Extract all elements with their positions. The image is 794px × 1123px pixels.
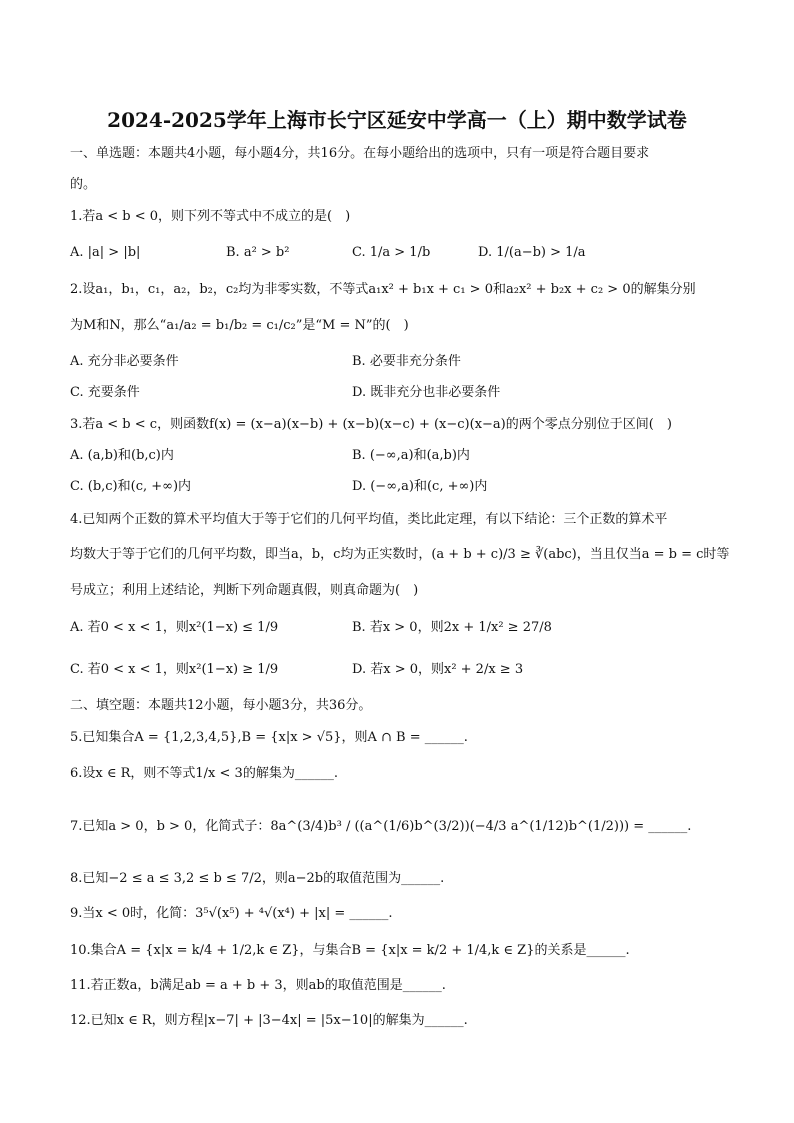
question-2-option-b: B. 必要非充分条件 xyxy=(352,354,461,369)
question-10: 10.集合A = {x|x = k/4 + 1/2,k ∈ Z}，与集合B = {x|x = k/2 + 1/4,k ∈ Z}的关系是______. xyxy=(70,943,630,958)
question-5: 5.已知集合A = {1,2,3,4,5},B = {x|x > √5}，则A ∩ B = ______. xyxy=(70,730,468,745)
question-2-stem: 2.设a₁，b₁，c₁，a₂，b₂，c₂均为非零实数，不等式a₁x² + b₁x + c₁ > 0和a₂x² + b₂x + c₂ > 0的解集分别 xyxy=(70,282,696,297)
question-1-stem: 1.若a < b < 0，则下列不等式中不成立的是( ) xyxy=(70,209,351,224)
question-2-option-c: C. 充要条件 xyxy=(70,385,140,400)
question-4-option-c: C. 若0 < x < 1，则x²(1−x) ≥ 1/9 xyxy=(70,662,279,677)
section-1-heading: 一、单选题：本题共4小题，每小题4分，共16分。在每小题给出的选项中，只有一项是符合题目要求 xyxy=(70,146,650,161)
question-8: 8.已知−2 ≤ a ≤ 3,2 ≤ b ≤ 7/2，则a−2b的取值范围为______. xyxy=(70,871,445,886)
question-4-stem-cont-2: 号成立；利用上述结论，判断下列命题真假，则真命题为( ) xyxy=(70,583,419,598)
question-4-stem: 4.已知两个正数的算术平均值大于等于它们的几何平均值，类比此定理，有以下结论：三个正数的算术平 xyxy=(70,512,668,527)
question-3-option-d: D. (−∞,a)和(c, +∞)内 xyxy=(352,479,488,494)
question-1-option-d: D. 1/(a−b) > 1/a xyxy=(478,245,586,260)
question-4-option-a: A. 若0 < x < 1，则x²(1−x) ≤ 1/9 xyxy=(70,620,279,635)
question-1-option-b: B. a² > b² xyxy=(226,245,290,260)
page-title: 2024-2025学年上海市长宁区延安中学高一（上）期中数学试卷 xyxy=(107,108,687,132)
question-3-option-c: C. (b,c)和(c, +∞)内 xyxy=(70,479,192,494)
question-6: 6.设x ∈ R，则不等式1/x < 3的解集为______. xyxy=(70,766,338,781)
section-2-heading: 二、填空题：本题共12小题，每小题3分，共36分。 xyxy=(70,698,372,713)
question-11: 11.若正数a，b满足ab = a + b + 3，则ab的取值范围是______. xyxy=(70,978,446,993)
question-2-option-a: A. 充分非必要条件 xyxy=(70,354,179,369)
question-4-option-b: B. 若x > 0，则2x + 1/x² ≥ 27/8 xyxy=(352,620,552,635)
question-4-stem-cont: 均数大于等于它们的几何平均数，即当a，b，c均为正实数时，(a + b + c)/3 ≥ ∛(abc)，当且仅当a = b = c时等 xyxy=(70,547,730,562)
question-3-stem: 3.若a < b < c，则函数f(x) = (x−a)(x−b) + (x−b)(x−c) + (x−c)(x−a)的两个零点分别位于区间( ) xyxy=(70,417,672,432)
question-2-option-d: D. 既非充分也非必要条件 xyxy=(352,385,501,400)
question-9: 9.当x < 0时，化简：3⁵√(x⁵) + ⁴√(x⁴) + |x| = ______. xyxy=(70,906,393,921)
question-2-stem-cont: 为M和N，那么“a₁/a₂ = b₁/b₂ = c₁/c₂”是“M = N”的( ) xyxy=(70,318,409,333)
section-1-heading-cont: 的。 xyxy=(70,177,97,192)
question-12: 12.已知x ∈ R，则方程|x−7| + |3−4x| = |5x−10|的解集为______. xyxy=(70,1013,468,1028)
question-3-option-a: A. (a,b)和(b,c)内 xyxy=(70,448,174,463)
question-4-option-d: D. 若x > 0，则x² + 2/x ≥ 3 xyxy=(352,662,524,677)
question-1-option-a: A. |a| > |b| xyxy=(70,245,141,260)
question-1-option-c: C. 1/a > 1/b xyxy=(352,245,431,260)
question-3-option-b: B. (−∞,a)和(a,b)内 xyxy=(352,448,470,463)
question-7: 7.已知a > 0，b > 0，化简式子：8a^(3/4)b³ / ((a^(1/6)b^(3/2))(−4/3 a^(1/12)b^(1/2))) = ______. xyxy=(70,819,692,834)
